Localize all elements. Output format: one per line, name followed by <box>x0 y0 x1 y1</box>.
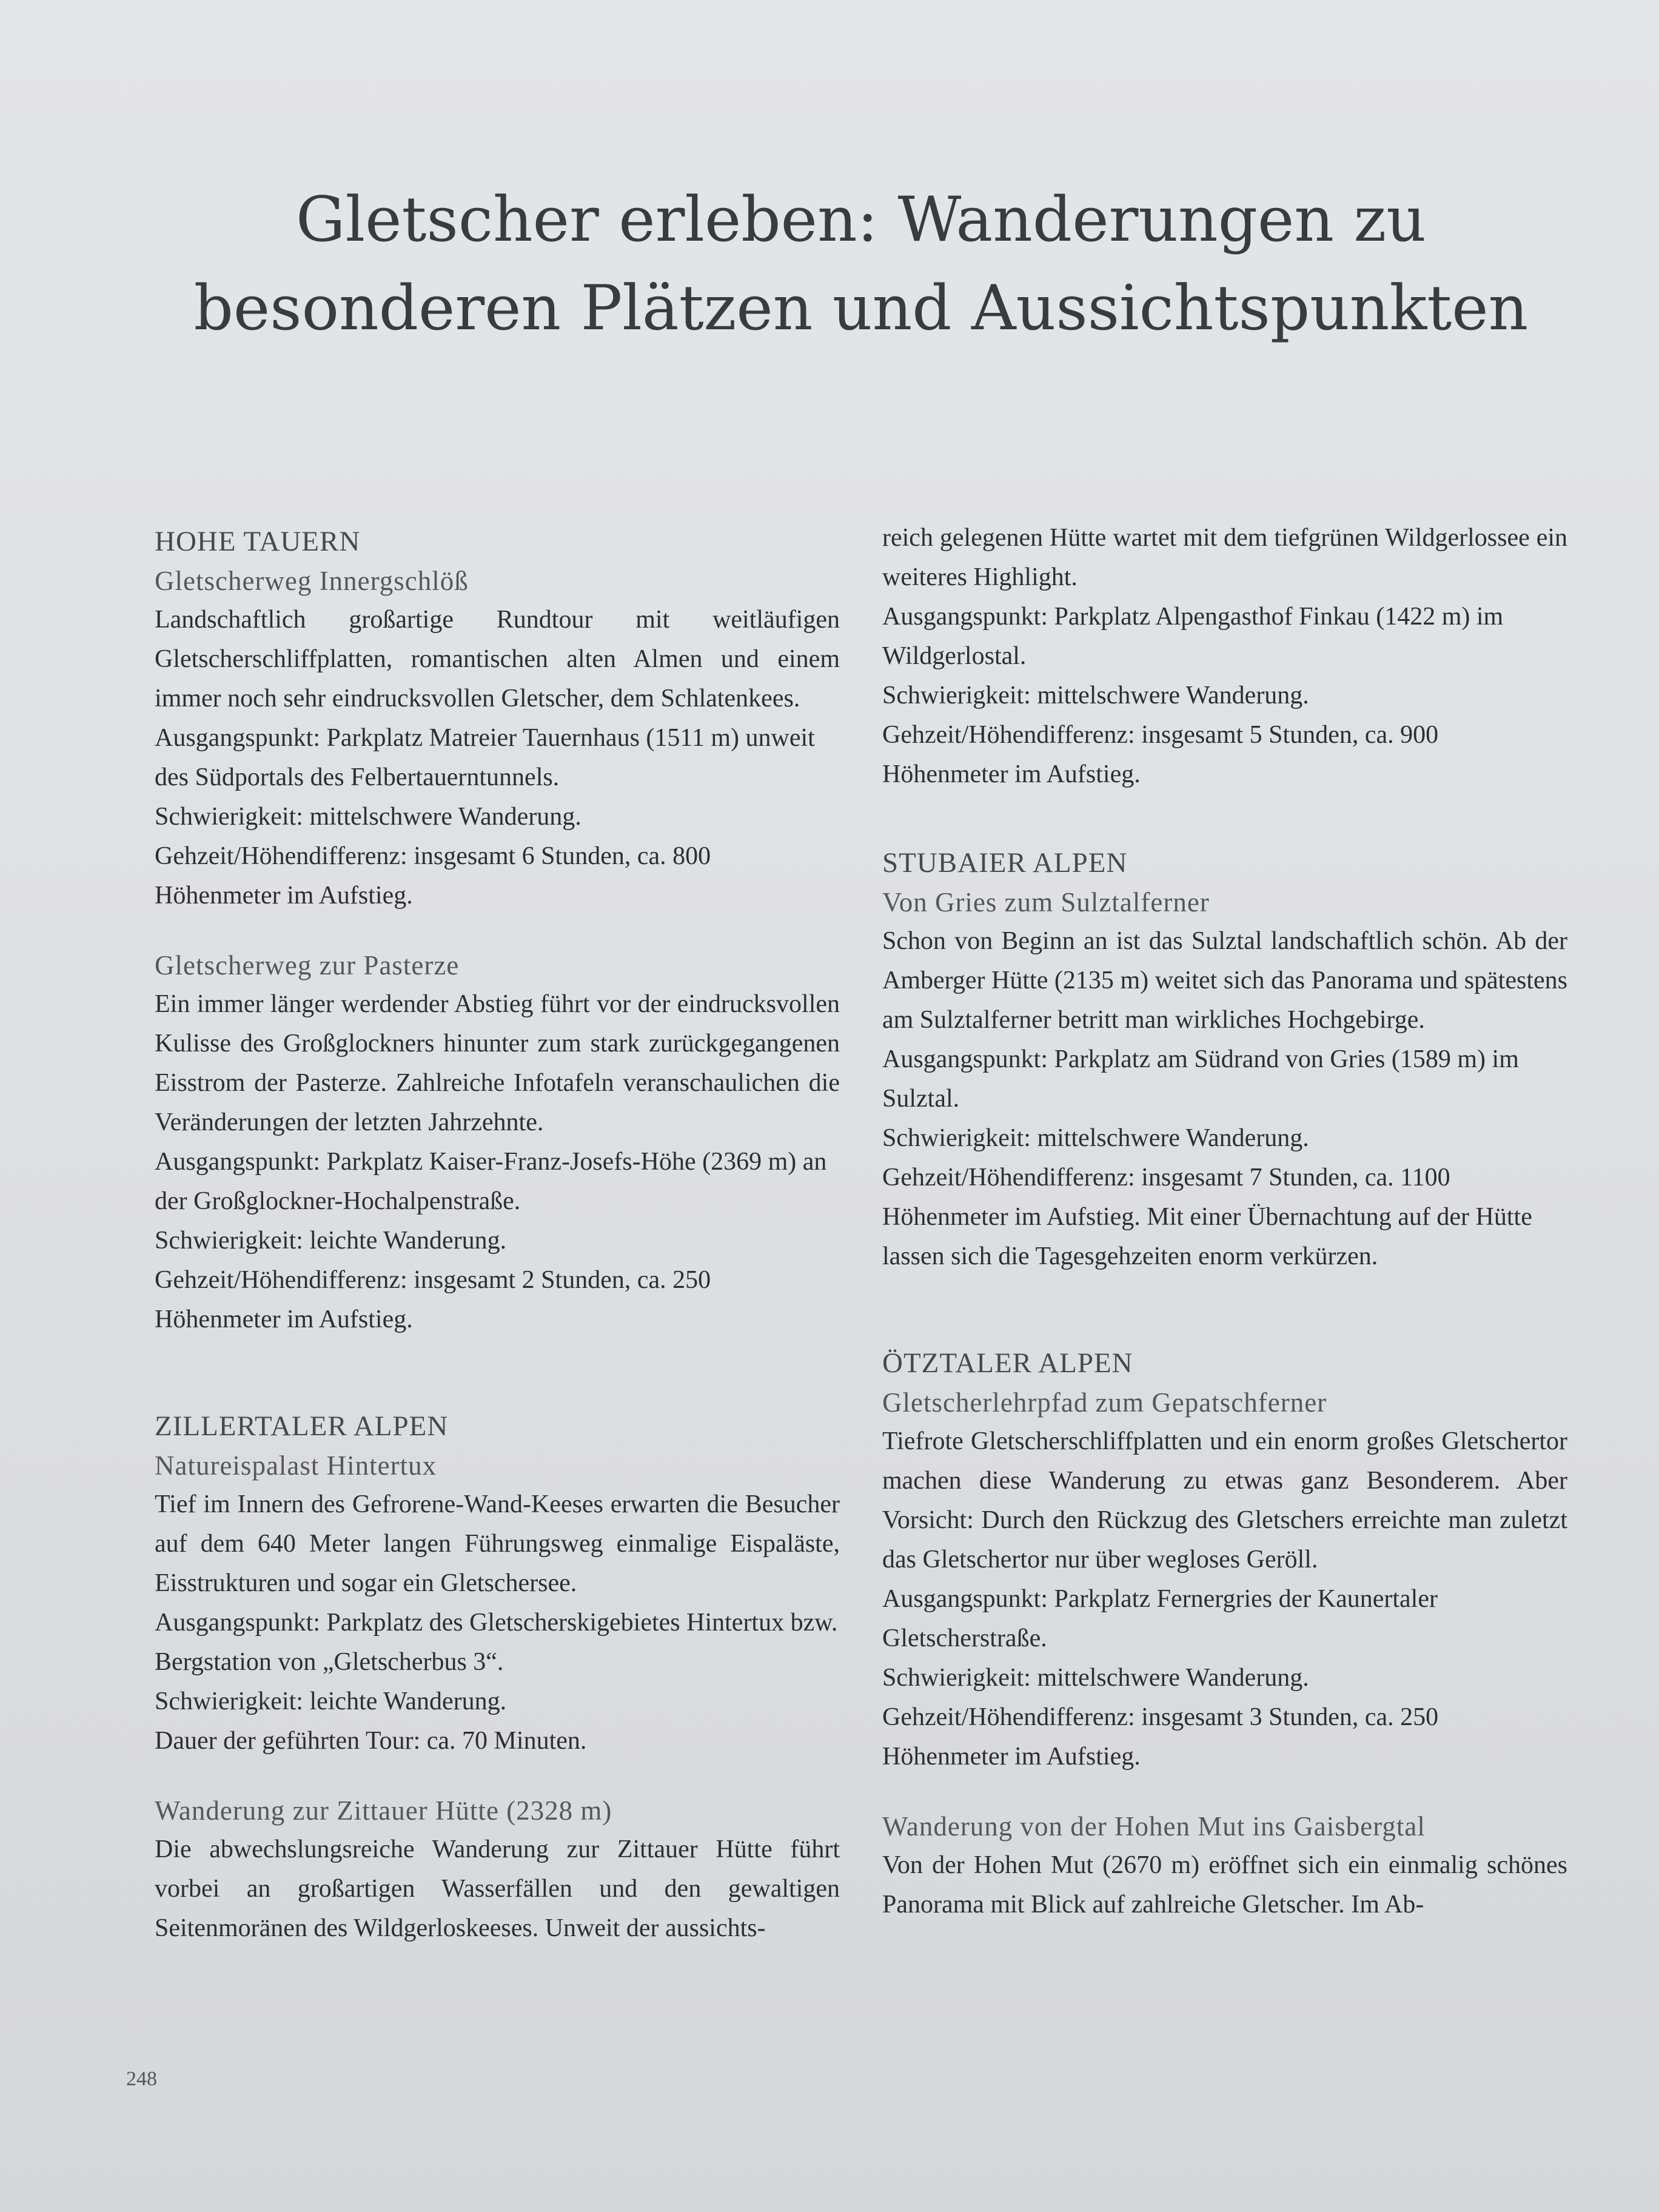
route-start: Ausgangspunkt: Parkplatz am Südrand von Gries (1589 m) im Sulztal. <box>882 1045 1519 1113</box>
right-column <box>882 518 1567 1925</box>
route-difficulty: Schwierigkeit: leichte Wanderung. <box>155 1227 507 1255</box>
route-time: Gehzeit/Höhendifferenz: insgesamt 2 Stunden, ca. 250 Höhenmeter im Aufstieg. <box>155 1266 711 1333</box>
route-start: Ausgangspunkt: Parkplatz des Gletscherskigebietes Hintertux bzw. Bergstation von „Gletscherbus 3“. <box>155 1609 838 1676</box>
region-heading: ZILLERTALER ALPEN <box>155 1410 449 1442</box>
route-difficulty: Schwierigkeit: mittelschwere Wanderung. <box>882 1664 1309 1692</box>
route-time: Gehzeit/Höhendifferenz: insgesamt 6 Stunden, ca. 800 Höhenmeter im Aufstieg. <box>155 842 711 910</box>
route-difficulty: Schwierigkeit: mittelschwere Wanderung. <box>882 682 1309 709</box>
route-start: Ausgangspunkt: Parkplatz Kaiser-Franz-Josefs-Höhe (2369 m) an der Großglockner-Hochalpenstraße. <box>155 1148 827 1215</box>
route-time: Gehzeit/Höhendifferenz: insgesamt 7 Stunden, ca. 1100 Höhenmeter im Aufstieg. Mit einer Übernachtung auf der Hütte lassen sich die Tagesgehzeiten enorm verkürzen. <box>882 1164 1532 1270</box>
route-time: Gehzeit/Höhendifferenz: insgesamt 5 Stunden, ca. 900 Höhenmeter im Aufstieg. <box>882 721 1439 788</box>
page-title-line-1: Gletscher erleben: Wanderungen zu <box>296 184 1426 256</box>
section-stubaier-alpen <box>882 843 1567 1276</box>
route-start: Ausgangspunkt: Parkplatz Fernergries der Kaunertaler Gletscherstraße. <box>882 1585 1438 1652</box>
page-title-line-2: besonderen Plätzen und Aussichtspunkten <box>193 272 1529 344</box>
route-description-continued: reich gelegenen Hütte wartet mit dem tiefgrünen Wildgerlossee ein weiteres Highlight. <box>882 524 1567 591</box>
section-oetztaler-alpen <box>882 1343 1567 1925</box>
route-description: Die abwechslungsreiche Wanderung zur Zittauer Hütte führt vorbei an großartigen Wasserfällen und den gewaltigen Seitenmoränen des Wildgerloskeeses. Unweit der aussichts- <box>155 1835 840 1942</box>
region-heading: HOHE TAUERN <box>155 526 361 557</box>
route-description: Tiefrote Gletscherschliffplatten und ein enorm großes Gletschertor machen diese Wanderung zu etwas ganz Besonderem. Aber Vorsicht: Durch den Rückzug des Gletschers erreichte man zuletzt das Gletschertor nur über wegloses Geröll. <box>882 1427 1567 1574</box>
route-description: Landschaftlich großartige Rundtour mit weitläufigen Gletscherschliffplatten, romantischen alten Almen und einem immer noch sehr eindrucksvollen Gletscher, dem Schlatenkees. <box>155 606 840 712</box>
route-difficulty: Schwierigkeit: mittelschwere Wanderung. <box>155 803 581 831</box>
section-zillertaler-alpen <box>155 1406 840 1948</box>
route-heading: Wanderung von der Hohen Mut ins Gaisbergtal <box>882 1811 1426 1842</box>
route-time: Gehzeit/Höhendifferenz: insgesamt 3 Stunden, ca. 250 Höhenmeter im Aufstieg. <box>882 1703 1439 1771</box>
route-heading: Natureispalast Hintertux <box>155 1450 437 1481</box>
page-title <box>121 176 1601 353</box>
page-number: 248 <box>126 2068 157 2090</box>
route-difficulty: Schwierigkeit: leichte Wanderung. <box>155 1687 507 1715</box>
route-time: Dauer der geführten Tour: ca. 70 Minuten. <box>155 1727 587 1755</box>
section-hohe-tauern <box>155 521 840 1339</box>
route-description: Ein immer länger werdender Abstieg führt vor der eindrucksvollen Kulisse des Großglockners hinunter zum stark zurückgegangenen Eisstrom der Pasterze. Zahlreiche Infotafeln veranschaulichen die Veränderungen der letzten Jahrzehnte. <box>155 990 840 1136</box>
route-description: Von der Hohen Mut (2670 m) eröffnet sich ein einmalig schönes Panorama mit Blick auf zahlreiche Gletscher. Im Ab- <box>882 1851 1567 1919</box>
route-start: Ausgangspunkt: Parkplatz Alpengasthof Finkau (1422 m) im Wildgerlostal. <box>882 603 1504 670</box>
region-heading: STUBAIER ALPEN <box>882 847 1128 879</box>
left-column <box>155 521 840 1948</box>
route-description: Schon von Beginn an ist das Sulztal landschaftlich schön. Ab der Amberger Hütte (2135 m) weitet sich das Panorama und spätestens am Sulztalferner betritt man wirkliches Hochgebirge. <box>882 927 1567 1034</box>
route-heading: Gletscherweg zur Pasterze <box>155 950 460 980</box>
section-zillertaler-continued <box>882 518 1567 794</box>
route-description: Tief im Innern des Gefrorene-Wand-Keeses erwarten die Besucher auf dem 640 Meter langen Führungsweg einmalige Eispaläste, Eisstrukturen und sogar ein Gletschersee. <box>155 1490 840 1597</box>
route-heading: Gletscherweg Innergschlöß <box>155 566 469 596</box>
route-difficulty: Schwierigkeit: mittelschwere Wanderung. <box>882 1124 1309 1152</box>
route-heading: Von Gries zum Sulztalferner <box>882 887 1210 917</box>
region-heading: ÖTZTALER ALPEN <box>882 1347 1133 1379</box>
route-start: Ausgangspunkt: Parkplatz Matreier Tauernhaus (1511 m) unweit des Südportals des Felbertauerntunnels. <box>155 724 815 791</box>
route-heading: Wanderung zur Zittauer Hütte (2328 m) <box>155 1795 612 1826</box>
route-heading: Gletscherlehrpfad zum Gepatschferner <box>882 1387 1327 1418</box>
